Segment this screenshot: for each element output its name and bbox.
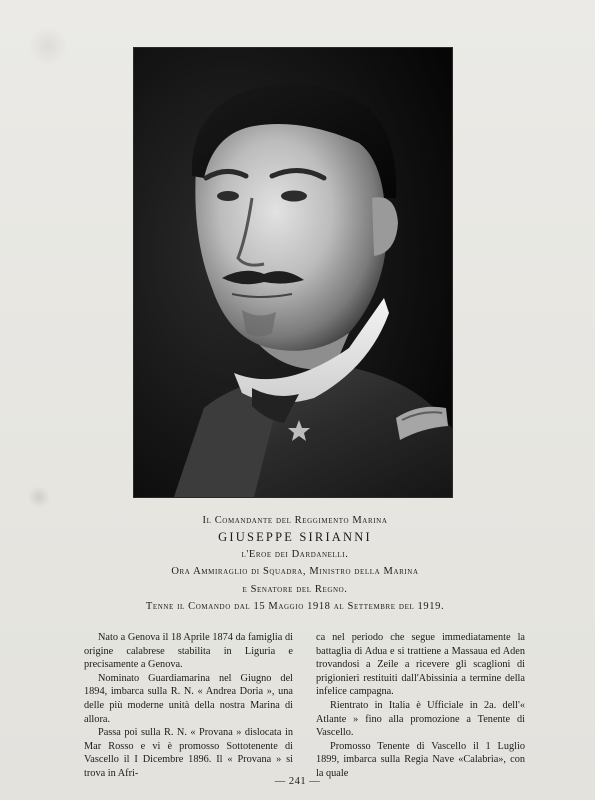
paragraph: Nominato Guardiamarina nel Giugno del 1894, imbarca sulla R. N. « Andrea Doria », una delle più moderne unità della nostra Marina di allora.: [84, 672, 293, 725]
paragraph: Passa poi sulla R. N. « Provana » dislocata in Mar Rosso e vi è promosso Sottotenente di Vascello il I Dicembre 1896. Il « Provana » si trova in Afri-: [84, 727, 293, 779]
caption-command-period: Tenne il Comando dal 15 Maggio 1918 al Settembre del 1919.: [145, 600, 445, 612]
paper-stain: [28, 26, 68, 66]
paragraph: Rientrato in Italia è Ufficiale in 2a. dell'« Atlante » fino alla promozione a Tenente di Vascello.: [316, 699, 525, 739]
photo-caption: [100, 512, 490, 615]
paragraph: Promosso Tenente di Vascello il 1 Luglio 1899, imbarca sulla Regia Nave «Calabria», con la quale: [316, 740, 525, 779]
paper-stain: [28, 486, 50, 508]
page-number: — 241 —: [274, 776, 321, 787]
portrait-photograph: [134, 48, 452, 497]
caption-title: Il Comandante del Reggimento Marina: [202, 515, 388, 526]
paragraph: ca nel periodo che segue immediatamente la battaglia di Adua e si trattiene a Massaua ed Aden trovandosi a Zeile a ricevere gli scaglioni di prigionieri restituiti dall'Abissinia a termine della infelice campagna.: [316, 632, 525, 698]
body-column-left: [84, 631, 293, 781]
paragraph: Nato a Genova il 18 Aprile 1874 da famiglia di origine calabrese stabilita in Liguria e precisamente a Genova.: [84, 632, 293, 671]
caption-epithet: l'Eroe dei Dardanelli.: [241, 549, 349, 561]
body-column-right: [316, 631, 525, 781]
caption-name: GIUSEPPE SIRIANNI: [218, 530, 372, 545]
caption-senator: e Senatore del Regno.: [242, 583, 348, 595]
caption-role: Ora Ammiraglio di Squadra, Ministro della Marina: [171, 566, 419, 578]
